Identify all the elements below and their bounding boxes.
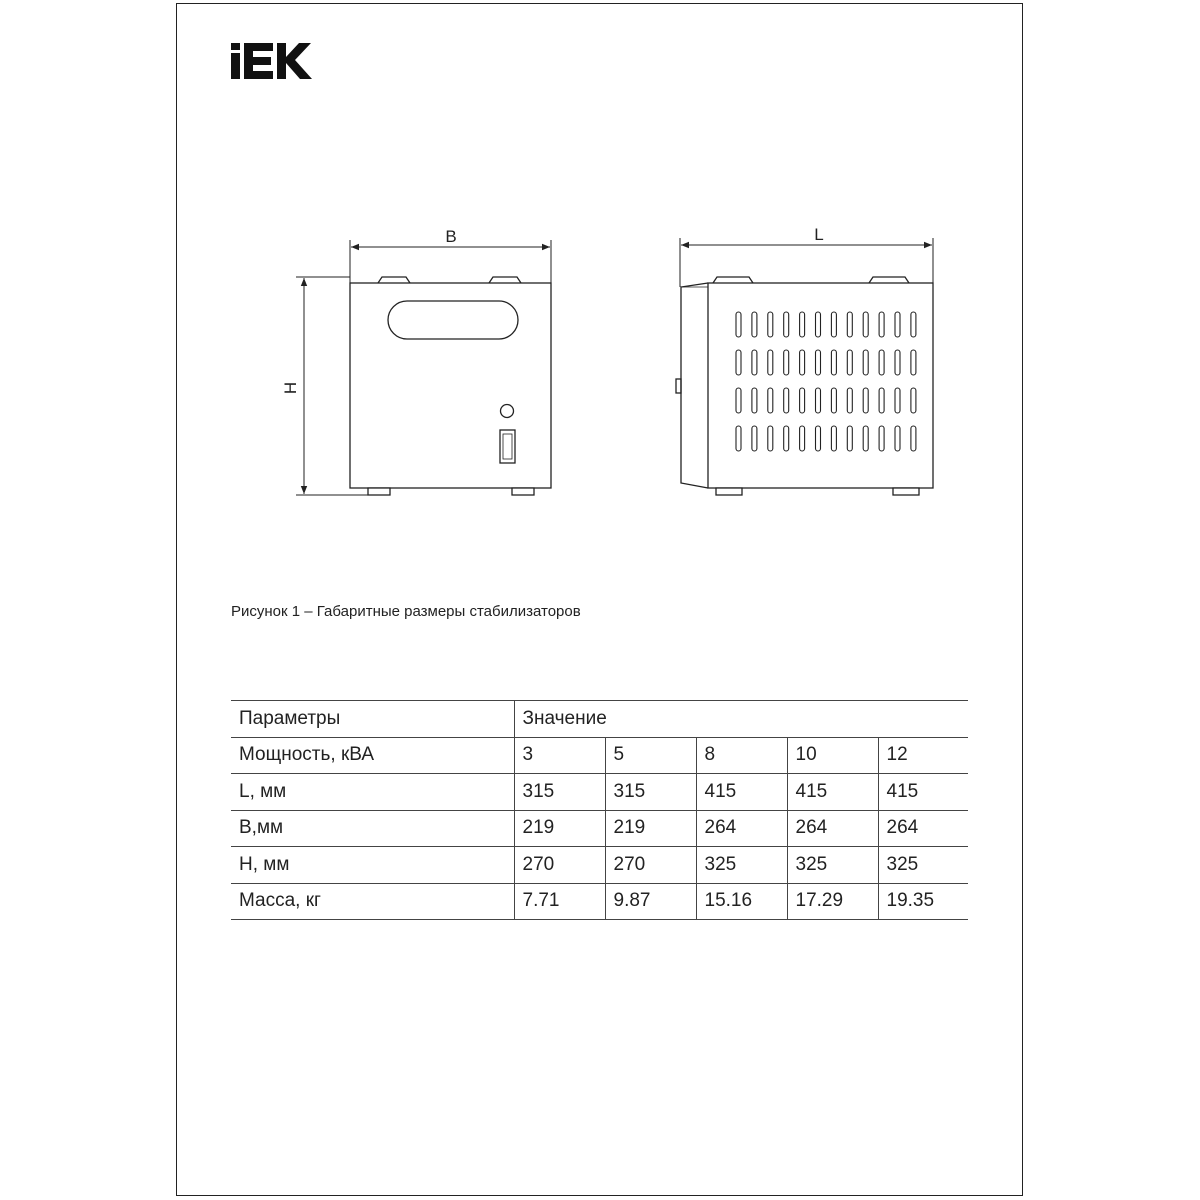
vent-slot: [895, 388, 900, 413]
vent-slot: [879, 312, 884, 337]
row-label: Масса, кг: [231, 883, 514, 920]
vent-slot: [847, 312, 852, 337]
specification-table: [231, 700, 968, 920]
vent-slot: [911, 350, 916, 375]
vent-slot: [879, 388, 884, 413]
vent-slot: [863, 388, 868, 413]
table-cell: 325: [696, 847, 787, 884]
vent-slot: [816, 388, 821, 413]
vent-slot: [816, 350, 821, 375]
table-cell: 12: [878, 737, 968, 774]
vent-slot: [784, 312, 789, 337]
vent-slot: [895, 426, 900, 451]
table-row: [231, 883, 968, 920]
row-label: B,мм: [231, 810, 514, 847]
vent-slot: [736, 426, 741, 451]
vent-slot: [879, 350, 884, 375]
vent-slot: [768, 426, 773, 451]
table-cell: 415: [696, 774, 787, 811]
vent-slot: [831, 388, 836, 413]
table-cell: 325: [878, 847, 968, 884]
table-cell: 219: [514, 810, 605, 847]
table-cell: 264: [787, 810, 878, 847]
vent-slot: [879, 426, 884, 451]
table-cell: 264: [696, 810, 787, 847]
vent-slot: [768, 388, 773, 413]
table-row: [231, 847, 968, 884]
vent-slot: [847, 426, 852, 451]
vent-slot: [800, 426, 805, 451]
table-cell: 315: [514, 774, 605, 811]
table-cell: 19.35: [878, 883, 968, 920]
vent-slot: [831, 312, 836, 337]
vent-slot: [816, 312, 821, 337]
table-row: [231, 810, 968, 847]
table-cell: 325: [787, 847, 878, 884]
vent-slot: [752, 312, 757, 337]
vent-slot: [800, 350, 805, 375]
vent-slot: [784, 350, 789, 375]
table-cell: 17.29: [787, 883, 878, 920]
vent-slot: [800, 312, 805, 337]
vent-slot: [800, 388, 805, 413]
table-cell: 270: [514, 847, 605, 884]
vent-slot: [768, 350, 773, 375]
vent-slot: [831, 426, 836, 451]
row-label: H, мм: [231, 847, 514, 884]
vent-slot: [863, 312, 868, 337]
table-cell: 8: [696, 737, 787, 774]
header-param-cell: Параметры: [231, 701, 514, 738]
vent-slot: [816, 426, 821, 451]
vent-slot: [895, 350, 900, 375]
row-label: L, мм: [231, 774, 514, 811]
front-view-drawing: [296, 240, 551, 495]
vent-slot: [911, 312, 916, 337]
vent-slot: [736, 388, 741, 413]
vent-slot: [784, 388, 789, 413]
figure-caption: Рисунок 1 – Габаритные размеры стабилизаторов: [231, 603, 581, 620]
vent-slot: [847, 388, 852, 413]
header-value-cell: Значение: [514, 701, 968, 738]
table-cell: 10: [787, 737, 878, 774]
vent-slot: [863, 350, 868, 375]
dimension-label-h: H: [281, 381, 300, 395]
dimension-label-b: B: [445, 227, 457, 246]
vent-slot: [736, 312, 741, 337]
vent-slot: [752, 388, 757, 413]
table-cell: 15.16: [696, 883, 787, 920]
table-row: [231, 737, 968, 774]
table-cell: 7.71: [514, 883, 605, 920]
table-cell: 315: [605, 774, 696, 811]
vent-slot: [752, 350, 757, 375]
vent-slot: [784, 426, 789, 451]
table-cell: 264: [878, 810, 968, 847]
vent-slot: [847, 350, 852, 375]
table-cell: 219: [605, 810, 696, 847]
table-cell: 3: [514, 737, 605, 774]
table-cell: 5: [605, 737, 696, 774]
row-label: Мощность, кВА: [231, 737, 514, 774]
table-header-row: [231, 701, 968, 738]
dimension-label-l: L: [814, 225, 824, 244]
vent-slot: [736, 350, 741, 375]
vent-slot: [895, 312, 900, 337]
vent-slot: [768, 312, 773, 337]
vent-slot: [911, 426, 916, 451]
table-cell: 415: [878, 774, 968, 811]
table-cell: 270: [605, 847, 696, 884]
vent-slot: [831, 350, 836, 375]
table-cell: 415: [787, 774, 878, 811]
vent-slot: [911, 388, 916, 413]
vent-slot: [752, 426, 757, 451]
table-row: [231, 774, 968, 811]
vent-slot: [863, 426, 868, 451]
vent-slots: [736, 312, 916, 451]
table-cell: 9.87: [605, 883, 696, 920]
